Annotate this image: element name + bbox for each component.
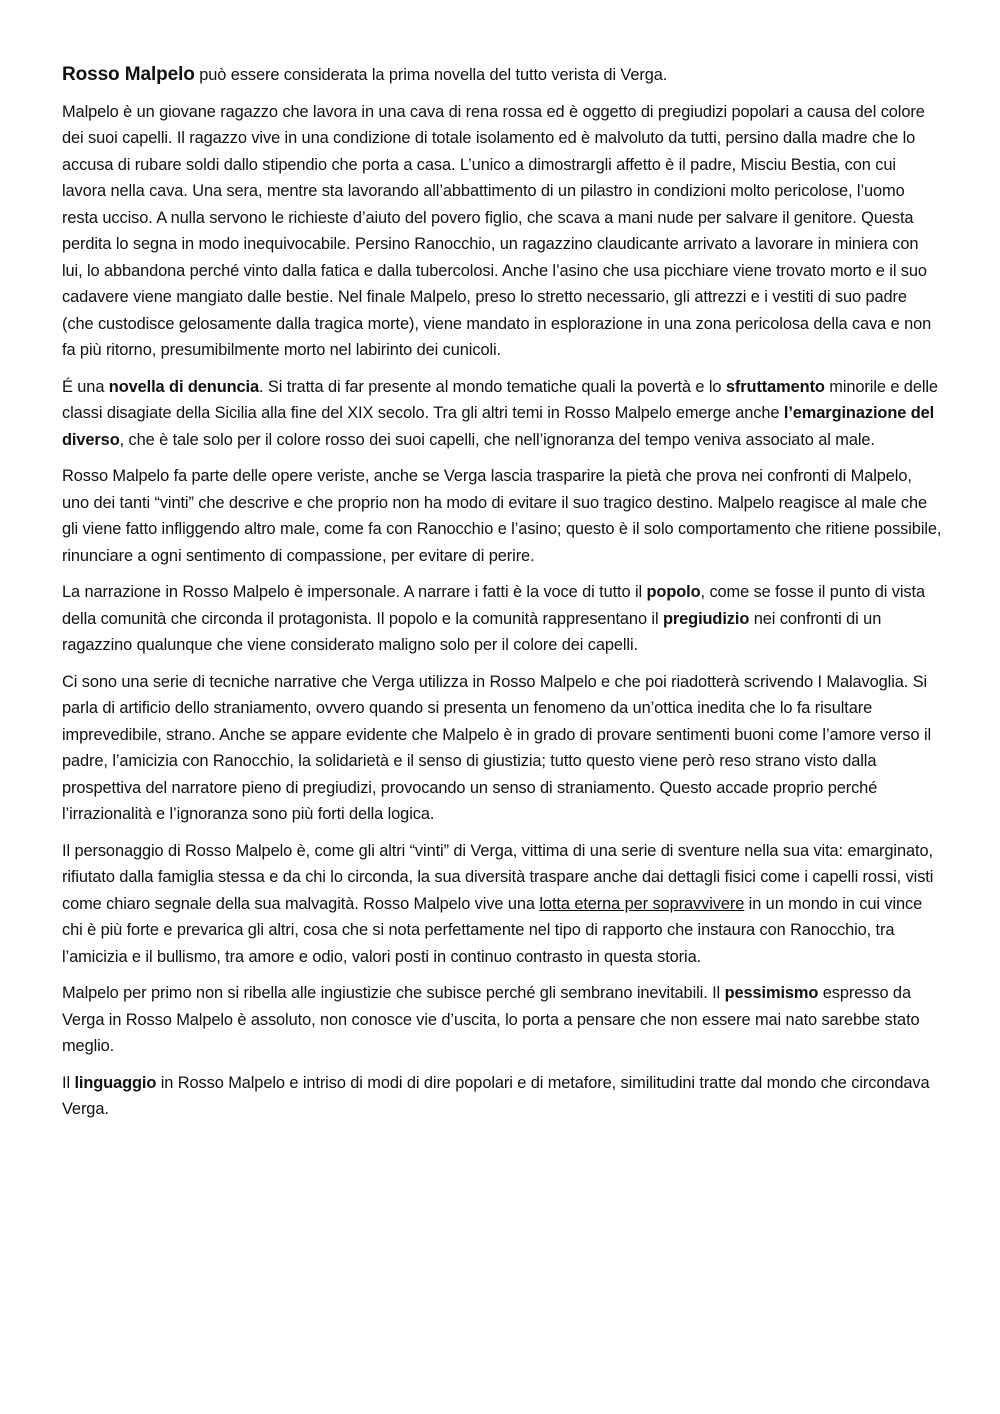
text-span: , come se fosse il punto di vista della comunità che circonda il protagonista. Il popolo e la comunità rappresentano il [62, 583, 925, 628]
intro-text: può essere considerata la prima novella del tutto verista di Verga. [194, 66, 668, 84]
text-span: , che è tale solo per il colore rosso dei suoi capelli, che nell’ignoranza del tempo veniva associato al male. [119, 430, 875, 449]
text-span: É una [62, 377, 109, 396]
text-span: Il personaggio di Rosso Malpelo è, come gli altri “vinti” di Verga, vittima di una serie di sventure nella sua vita: emarginato, rifiutato dalla famiglia stessa e da chi lo circonda, la sua diversità traspare anche dai dettagli fisici come i capelli rossi, visti come chiaro segnale della sua malvagità. Rosso Malpelo vive una [62, 841, 934, 913]
text-span: in Rosso Malpelo e intriso di modi di dire popolari e di metafore, similitudini tratte dal mondo che circondava Verga. [62, 1073, 930, 1118]
paragraph-verismo: Rosso Malpelo fa parte delle opere veriste, anche se Verga lascia trasparire la pietà che prova nei confronti di Malpelo, uno dei tanti “vinti” che descrive e che proprio non ha modo di evitare il suo tragico destino. Malpelo reagisce al male che gli viene fatto infliggendo altro male, come fa con Ranocchio e l’asino; questo è il solo comportamento che ritiene possibile, rinunciare a ogni sentimento di compassione, per evitare di perire. [62, 467, 942, 565]
text-span: in un mondo in cui vince chi è più forte e prevarica gli altri, cosa che si nota perfettamente nel tipo di rapporto che instaura con Ranocchio, tra l’amicizia e il bullismo, tra amore e odio, valori posti in continuo contrasto in questa storia. [62, 894, 923, 966]
paragraph-personaggio [62, 838, 942, 971]
paragraph-plot: Malpelo è un giovane ragazzo che lavora in una cava di rena rossa ed è oggetto di pregiudizi popolari a causa del colore dei suoi capelli. Il ragazzo vive in una condizione di totale isolamento ed è malvoluto da tutti, persino dalla madre che lo accusa di rubare soldi dallo stipendio che porta a casa. L’unico a dimostrargli affetto è il padre, Misciu Bestia, con cui lavora nella cava. Una sera, mentre sta lavorando all’abbattimento di un pilastro in condizioni molto pericolose, l’uomo resta ucciso. A nulla servono le richieste d’aiuto del povero figlio, che scava a mani nude per salvare il genitore. Questa perdita lo segna in modo inequivocabile. Persino Ranocchio, un ragazzino claudicante arrivato a lavorare in miniera con lui, lo abbandona perché vinto dalla fatica e dalla tubercolosi. Anche l’asino che usa picchiare viene trovato morto e il suo cadavere viene mangiato dalle bestie. Nel finale Malpelo, preso lo stretto necessario, gli attrezzi e i vestiti di suo padre (che custodisce gelosamente dalla tragica morte), viene mandato in esplorazione in una zona pericolosa della cava e non fa più ritorno, presumibilmente morto nel labirinto dei cunicoli. [62, 102, 932, 359]
paragraph-pessimismo [62, 980, 942, 1060]
bold-term: pregiudizio [662, 609, 750, 628]
paragraph-tecniche: Ci sono una serie di tecniche narrative che Verga utilizza in Rosso Malpelo e che poi riadotterà scrivendo I Malavoglia. Si parla di artificio dello straniamento, ovvero quando si presenta un fenomeno da un’ottica inedita che lo fa risultare imprevedibile, strano. Anche se appare evidente che Malpelo è in grado di provare sentimenti buoni come l’amore verso il padre, l’amicizia con Ranocchio, la solidarietà e il senso di giustizia; tutto questo viene però reso strano visto dalla prospettiva del narratore pieno di pregiudizi, provocando un senso di straniamento. Questo accade proprio perché l’irrazionalità e l’ignoranza sono più forti della logica. [62, 672, 932, 823]
text-span: Malpelo per primo non si ribella alle ingiustizie che subisce perché gli sembrano inevitabili. Il [62, 984, 725, 1002]
intro-line [62, 62, 942, 89]
bold-term: sfruttamento [725, 377, 825, 396]
text-span: nei confronti di un ragazzino qualunque che viene considerato maligno solo per il colore dei capelli. [62, 609, 882, 654]
text-span: minorile e delle classi disagiate della Sicilia alla fine del XIX secolo. Tra gli altri temi in Rosso Malpelo emerge anche [62, 377, 938, 422]
paragraph-linguaggio [62, 1070, 942, 1123]
bold-term: linguaggio [74, 1073, 157, 1092]
paragraph-narrazione [62, 579, 942, 659]
text-span: espresso da Verga in Rosso Malpelo è assoluto, non conosce vie d’uscita, lo porta a pensare che non essere mai nato sarebbe stato meglio. [62, 984, 920, 1055]
text-span: La narrazione in Rosso Malpelo è impersonale. A narrare i fatti è la voce di tutto il [62, 583, 647, 601]
underlined-phrase: lotta eterna per sopravvivere [539, 894, 745, 913]
document-title: Rosso Malpelo [62, 64, 195, 85]
paragraph-denuncia [62, 374, 942, 454]
text-span: Il [62, 1073, 75, 1092]
bold-term: pessimismo [724, 984, 819, 1002]
document-page [62, 62, 942, 1133]
bold-term: l’emarginazione del diverso [62, 404, 935, 449]
text-span: . Si tratta di far presente al mondo tematiche quali la povertà e lo [259, 377, 726, 396]
bold-term: novella di denuncia [108, 377, 259, 396]
bold-term: popolo [646, 583, 701, 601]
